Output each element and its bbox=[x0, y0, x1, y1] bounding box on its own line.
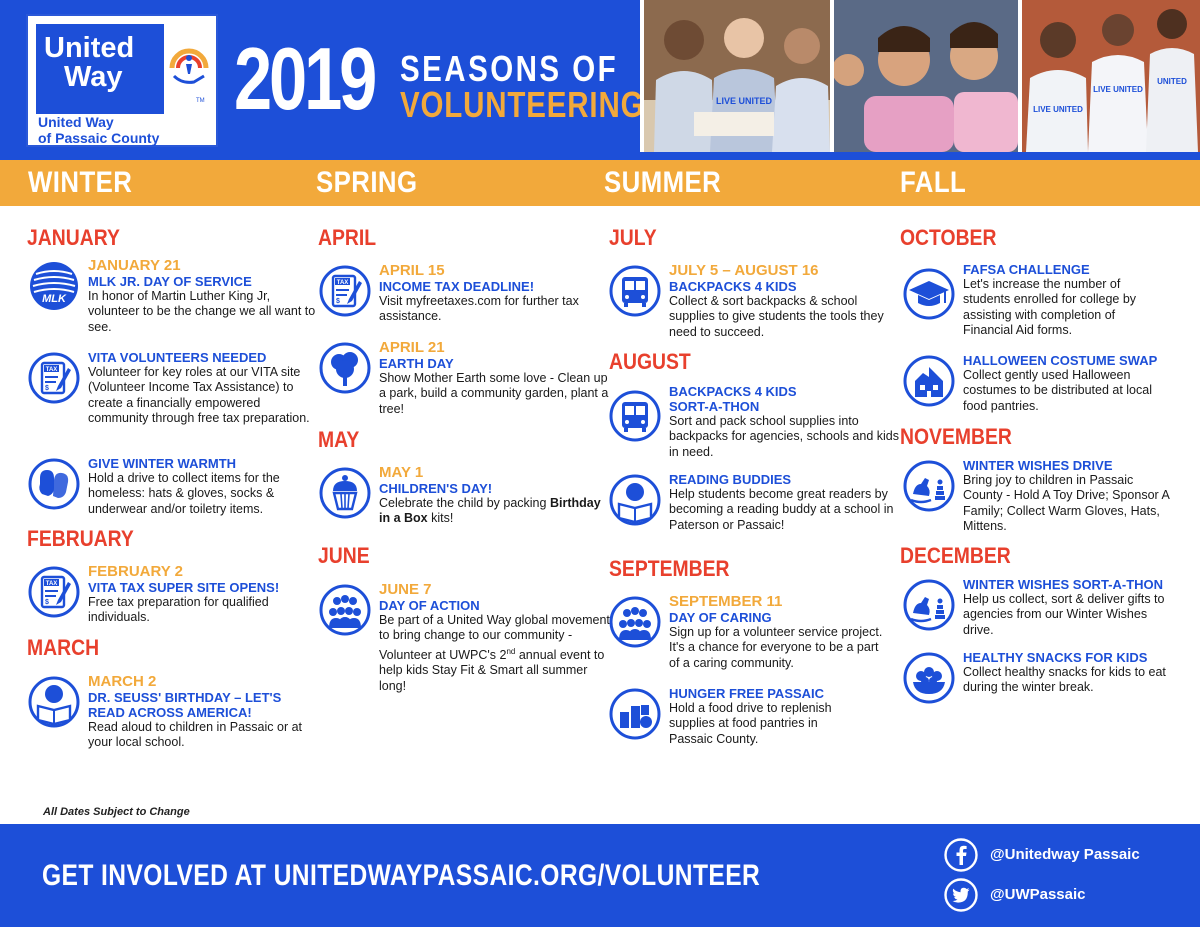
toys-icon bbox=[903, 579, 955, 631]
header-banner bbox=[0, 0, 1200, 160]
event-title: DR. SEUSS' BIRTHDAY – LET'S READ ACROSS AMERICA! bbox=[88, 690, 282, 720]
season-summer: SUMMER bbox=[604, 166, 722, 199]
graduation-cap-icon bbox=[903, 268, 955, 320]
event-title: DAY OF ACTION bbox=[379, 598, 480, 613]
event-title: CHILDREN'S DAY! bbox=[379, 481, 493, 496]
event-description: Collect & sort backpacks & school supplies to give students the tools they need to succeed. bbox=[669, 294, 884, 339]
tax-form-icon bbox=[28, 352, 80, 404]
twitter-handle: @UWPassaic bbox=[990, 886, 1086, 903]
event-date: MARCH 2 bbox=[88, 673, 157, 690]
season-spring: SPRING bbox=[316, 166, 418, 199]
event-mlk-day bbox=[88, 258, 320, 335]
event-day-of-action bbox=[379, 582, 611, 694]
event-date: SEPTEMBER 11 bbox=[669, 593, 783, 610]
hand-rainbow-icon bbox=[168, 32, 210, 98]
logo-line2: Way bbox=[64, 61, 123, 93]
facebook-link[interactable] bbox=[944, 838, 1184, 872]
event-tax-deadline bbox=[379, 263, 611, 325]
event-description: Hold a drive to collect items for the homeless: hats & gloves, socks & underwear and/or toiletry items. bbox=[88, 471, 280, 516]
event-description: Visit myfreetaxes.com for further tax assistance. bbox=[379, 294, 579, 324]
crowd-icon bbox=[319, 584, 371, 636]
event-title: FAFSA CHALLENGE bbox=[963, 262, 1090, 277]
event-title: BACKPACKS 4 KIDS bbox=[669, 279, 797, 294]
event-title: MLK JR. DAY OF SERVICE bbox=[88, 274, 252, 289]
crowd-icon bbox=[609, 596, 661, 648]
school-bus-icon bbox=[609, 265, 661, 317]
event-description: In honor of Martin Luther King Jr, volunteer to be the change we all want to see. bbox=[88, 289, 316, 334]
dates-disclaimer: All Dates Subject to Change bbox=[43, 806, 190, 818]
event-description: Let's increase the number of students enrolled for college by assisting with completion of Financial Aid forms. bbox=[963, 277, 1137, 338]
desc-text: Be part of a United Way global movement to bring change to our community - Volunteer at UWPC's 2 bbox=[379, 613, 610, 662]
event-healthy-snacks bbox=[963, 650, 1195, 696]
event-description: Sign up for a volunteer service project. It's a chance for everyone to be a part of a caring community. bbox=[669, 625, 883, 670]
event-description: Read aloud to children in Passaic or at your local school. bbox=[88, 720, 303, 750]
year-title: 2019 bbox=[234, 29, 375, 128]
event-title: INCOME TAX DEADLINE! bbox=[379, 279, 535, 294]
event-date: JUNE 7 bbox=[379, 581, 432, 598]
month-january: JANUARY bbox=[27, 225, 120, 250]
event-description: Show Mother Earth some love - Clean up a park, build a community garden, plant a tree! bbox=[379, 371, 609, 416]
month-october: OCTOBER bbox=[900, 225, 997, 250]
event-title: HALLOWEEN COSTUME SWAP bbox=[963, 353, 1158, 368]
logo-sub-line2: of Passaic County bbox=[38, 130, 160, 146]
photo1-shirt-text: LIVE UNITED bbox=[715, 96, 773, 106]
event-description: Sort and pack school supplies into backpacks for agencies, schools and kids in need. bbox=[669, 414, 899, 459]
month-march: MARCH bbox=[27, 635, 100, 660]
cupcake-icon bbox=[319, 467, 371, 519]
event-fafsa-challenge bbox=[963, 262, 1195, 339]
desc-text: Celebrate the child by packing bbox=[379, 496, 547, 510]
desc-bold-text: Birthday in a Box bbox=[379, 496, 601, 526]
haunted-house-icon bbox=[903, 355, 955, 407]
logo-wordmark bbox=[36, 24, 164, 114]
photo-adult-volunteers bbox=[1018, 0, 1200, 152]
event-childrens-day bbox=[379, 465, 611, 527]
logo-line1: United bbox=[44, 32, 135, 64]
month-april: APRIL bbox=[318, 225, 377, 250]
photo-volunteer-with-kids bbox=[640, 0, 830, 152]
twitter-link[interactable] bbox=[944, 878, 1184, 912]
event-description: Bring joy to children in Passaic County - Hold A Toy Drive; Sponsor A Family; Collect Warm Gloves, Hats, Mittens. bbox=[963, 473, 1170, 534]
food-drive-icon bbox=[609, 688, 661, 740]
event-title: READING BUDDIES bbox=[669, 472, 792, 487]
event-backpacks-4-kids bbox=[669, 263, 901, 340]
event-title: VITA TAX SUPER SITE OPENS! bbox=[88, 580, 280, 595]
volunteer-url-link[interactable]: GET INVOLVED AT UNITEDWAYPASSAIC.ORG/VOLUNTEER bbox=[42, 859, 761, 892]
month-december: DECEMBER bbox=[900, 543, 1011, 568]
tree-icon bbox=[319, 342, 371, 394]
event-winter-warmth bbox=[88, 456, 320, 517]
mlk-flag-icon bbox=[28, 260, 80, 312]
event-title: BACKPACKS 4 KIDS SORT-A-THON bbox=[669, 384, 797, 414]
event-vita-volunteers bbox=[88, 350, 320, 427]
event-reading-buddies bbox=[669, 472, 901, 533]
month-february: FEBRUARY bbox=[27, 526, 134, 551]
photo3-shirt-text2: LIVE UNITED bbox=[1093, 85, 1143, 94]
toys-icon bbox=[903, 460, 955, 512]
event-title: VITA VOLUNTEERS NEEDED bbox=[88, 350, 267, 365]
photo-kids-with-backpacks bbox=[830, 0, 1018, 152]
facebook-handle: @Unitedway Passaic bbox=[990, 846, 1140, 863]
title-line1: SEASONS OF bbox=[400, 48, 619, 89]
event-halloween-costume-swap bbox=[963, 353, 1195, 414]
photo3-shirt-text3: UNITED bbox=[1157, 77, 1187, 86]
event-title: DAY OF CARING bbox=[669, 610, 772, 625]
event-winter-wishes-drive bbox=[963, 458, 1195, 535]
event-date: FEBRUARY 2 bbox=[88, 563, 184, 580]
season-band bbox=[0, 160, 1200, 206]
logo-sub-line1: United Way bbox=[38, 114, 114, 130]
footer-banner bbox=[0, 824, 1200, 927]
event-title: EARTH DAY bbox=[379, 356, 454, 371]
event-description: Hold a food drive to replenish supplies at food pantries in Passaic County. bbox=[669, 701, 832, 746]
event-date: JANUARY 21 bbox=[88, 257, 181, 274]
event-vita-super-site bbox=[88, 564, 320, 626]
reading-child-icon bbox=[609, 474, 661, 526]
event-description bbox=[379, 496, 611, 527]
logo-subtitle bbox=[38, 114, 159, 146]
event-description: Collect gently used Halloween costumes to be distributed at local food pantries. bbox=[963, 368, 1152, 413]
united-way-logo bbox=[26, 14, 218, 147]
event-title: HEALTHY SNACKS FOR KIDS bbox=[963, 650, 1148, 665]
event-description: Collect healthy snacks for kids to eat during the winter break. bbox=[963, 665, 1166, 695]
tax-form-icon bbox=[319, 265, 371, 317]
event-date: MAY 1 bbox=[379, 464, 424, 481]
mittens-icon bbox=[28, 458, 80, 510]
event-title: WINTER WISHES SORT-A-THON bbox=[963, 577, 1164, 592]
event-hunger-free-passaic bbox=[669, 686, 901, 747]
event-date: APRIL 15 bbox=[379, 262, 445, 279]
event-title: GIVE WINTER WARMTH bbox=[88, 456, 237, 471]
event-earth-day bbox=[379, 340, 611, 417]
event-date: JULY 5 – AUGUST 16 bbox=[669, 262, 819, 279]
desc-text: kits! bbox=[431, 511, 454, 526]
photo3-shirt-text1: LIVE UNITED bbox=[1033, 105, 1083, 114]
month-november: NOVEMBER bbox=[900, 424, 1012, 449]
twitter-icon bbox=[944, 878, 978, 912]
event-backpacks-sortathon bbox=[669, 384, 901, 460]
desc-superscript: nd bbox=[506, 646, 516, 656]
event-dr-seuss bbox=[88, 674, 320, 751]
school-bus-icon bbox=[609, 390, 661, 442]
event-description: Help students become great readers by becoming a reading buddy at a school in Paterson or Passaic! bbox=[669, 487, 894, 532]
month-june: JUNE bbox=[318, 543, 370, 568]
event-winter-wishes-sortathon bbox=[963, 577, 1195, 638]
desc-text: annual event to help kids Stay Fit & Smart all summer long! bbox=[379, 647, 605, 693]
reading-child-icon bbox=[28, 676, 80, 728]
event-date: APRIL 21 bbox=[379, 339, 445, 356]
fruit-bowl-icon bbox=[903, 652, 955, 704]
event-day-of-caring bbox=[669, 594, 901, 671]
season-winter: WINTER bbox=[28, 166, 133, 199]
event-description: Free tax preparation for qualified individuals. bbox=[88, 595, 269, 625]
title-line2: VOLUNTEERING bbox=[400, 84, 645, 125]
month-july: JULY bbox=[609, 225, 657, 250]
month-august: AUGUST bbox=[609, 349, 691, 374]
tax-form-icon bbox=[28, 566, 80, 618]
event-description: Volunteer for key roles at our VITA site (Volunteer Income Tax Assistance) to create a financially empowered community through free tax preparation. bbox=[88, 365, 310, 426]
event-title: HUNGER FREE PASSAIC bbox=[669, 686, 825, 701]
month-september: SEPTEMBER bbox=[609, 556, 730, 581]
event-title: WINTER WISHES DRIVE bbox=[963, 458, 1113, 473]
month-may: MAY bbox=[318, 427, 360, 452]
event-description bbox=[379, 613, 611, 694]
event-description: Help us collect, sort & deliver gifts to agencies from our Winter Wishes drive. bbox=[963, 592, 1165, 637]
logo-trademark: TM bbox=[196, 98, 205, 104]
facebook-icon bbox=[944, 838, 978, 872]
season-fall: FALL bbox=[900, 166, 967, 199]
